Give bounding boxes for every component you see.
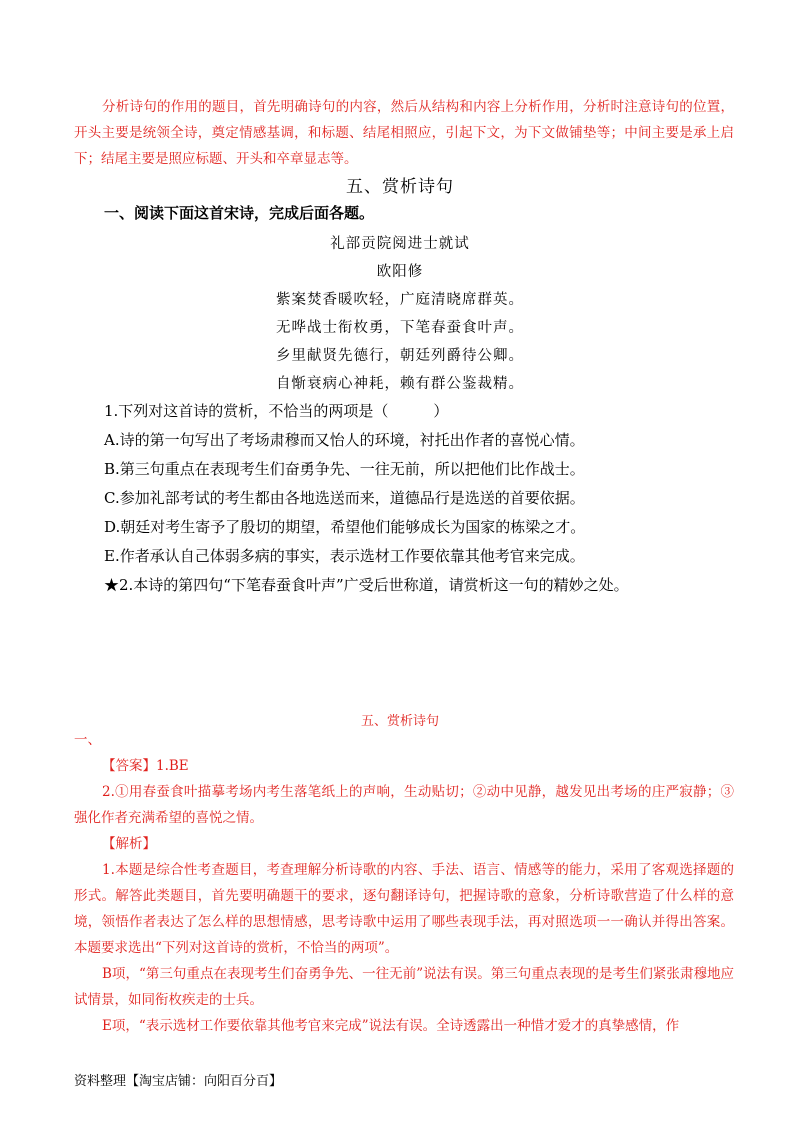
poem-title: 礼部贡院阅进士就试 [330, 236, 470, 252]
question-heading: 一、阅读下面这首宋诗，完成后面各题。 [104, 204, 375, 222]
option-c: C.参加礼部考试的考生都由各地选送而来，道德品行是选送的首要依据。 [104, 489, 585, 507]
poem-author: 欧阳修 [376, 264, 424, 280]
footer-text: 资料整理【淘宝店铺：向阳百分百】 [74, 1074, 283, 1089]
analysis-e: E项，“表示选材工作要依靠其他考官来完成”说法有误。全诗透露出一种惜才爱才的真挚感情，作 [102, 1018, 680, 1034]
option-e: E.作者承认自己体弱多病的事实，表示选材工作要依靠其他考官来完成。 [104, 547, 585, 565]
option-a: A.诗的第一句写出了考场肃穆而又怡人的环境，衬托出作者的喜悦心情。 [104, 431, 585, 449]
section-title: 五、赏析诗句 [346, 177, 454, 197]
analysis-label: 【解析】 [102, 836, 156, 852]
poem-line-2: 无哗战士衔枚勇，下笔春蚕食叶声。 [276, 320, 524, 336]
option-d: D.朝廷对考生寄予了殷切的期望，希望他们能够成长为国家的栋梁之才。 [104, 518, 586, 536]
answer-part: 一、 [74, 732, 101, 748]
answer-section-title: 五、赏析诗句 [360, 714, 439, 729]
tip-paragraph: 分析诗句的作用的题目，首先明确诗句的内容，然后从结构和内容上分析作用，分析时注意诗句的位置，开头主要是统领全诗，奠定情感基调，和标题、结尾相照应，引起下文，为下文做铺垫等；中间主要是承上启下；结尾主要是照应标题、开头和卒章显志等。 [74, 99, 734, 167]
answer-line: 【答案】1.BE [102, 758, 189, 774]
poem-line-4: 自惭衰病心神耗，赖有群公鉴裁精。 [276, 376, 524, 392]
poem-line-1: 紫案焚香暖吹轻，广庭清晓席群英。 [276, 292, 524, 308]
question-2: ★2.本诗的第四句“下笔春蚕食叶声”广受后世称道，请赏析这一句的精妙之处。 [104, 576, 629, 594]
poem-line-3: 乡里献贤先德行，朝廷列爵待公卿。 [276, 348, 524, 364]
analysis-1: 1.本题是综合性考查题目，考查理解分析诗歌的内容、手法、语言、情感等的能力，采用了客观选择题的形式。解答此类题目，首先要明确题干的要求，逐句翻译诗句，把握诗歌的意象，分析诗歌营造了什么样的意境，领悟作者表达了怎么样的思想情感，思考诗歌中运用了哪些表现手法，再对照选项一一确认并得出答案。本题要求选出“下列对这首诗的赏析，不恰当的两项”。 [74, 862, 734, 956]
option-b: B.第三句重点在表现考生们奋勇争先、一往无前，所以把他们比作战士。 [104, 460, 585, 478]
analysis-b: B项，“第三句重点在表现考生们奋勇争先、一往无前”说法有误。第三句重点表现的是考生们紧张肃穆地应试情景，如同衔枚疾走的士兵。 [74, 966, 734, 1008]
question-1: 1.下列对这首诗的赏析，不恰当的两项是（ ） [104, 402, 449, 420]
answer-2: 2.①用春蚕食叶描摹考场内考生落笔纸上的声响，生动贴切；②动中见静，越发见出考场的庄严寂静；③强化作者充满希望的喜悦之情。 [74, 784, 734, 826]
